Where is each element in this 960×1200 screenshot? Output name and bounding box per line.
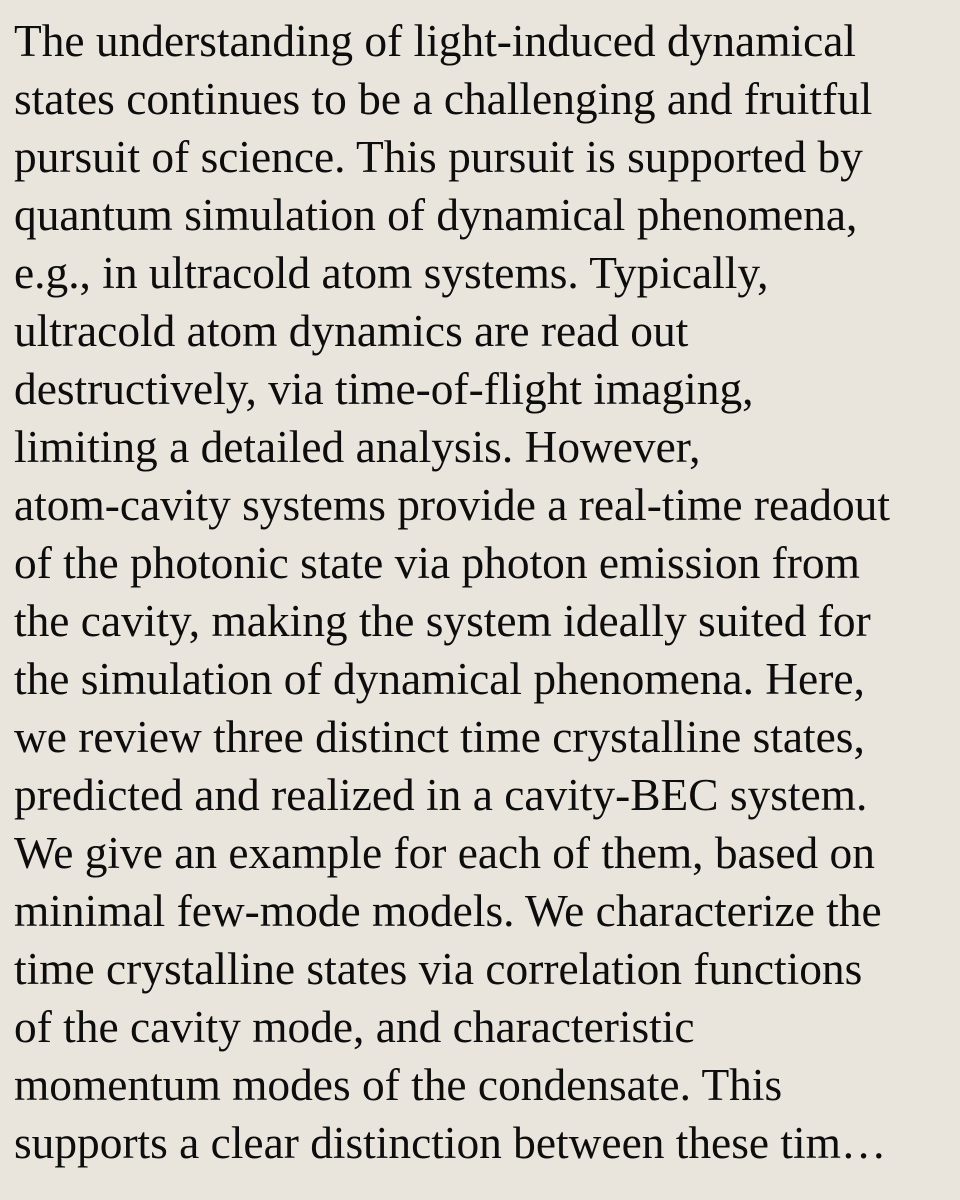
text-line: The understanding of light-induced dynamical <box>14 16 857 66</box>
text-line: limiting a detailed analysis. However, <box>14 422 701 472</box>
text-line: we review three distinct time crystalline states, <box>14 712 865 762</box>
text-line: quantum simulation of dynamical phenomena, <box>14 190 858 240</box>
text-line: states continues to be a challenging and fruitful <box>14 74 873 124</box>
text-line: ultracold atom dynamics are read out <box>14 306 689 356</box>
abstract-text <box>14 12 954 1172</box>
text-line: minimal few-mode models. We characterize the <box>14 886 882 936</box>
text-line: pursuit of science. This pursuit is supported by <box>14 132 863 182</box>
text-line: the simulation of dynamical phenomena. Here, <box>14 654 865 704</box>
text-line: atom-cavity systems provide a real-time readout <box>14 480 890 530</box>
text-line: predicted and realized in a cavity-BEC system. <box>14 770 868 820</box>
text-line: the cavity, making the system ideally suited for <box>14 596 871 646</box>
text-line: supports a clear distinction between these tim… <box>14 1118 887 1168</box>
text-line: momentum modes of the condensate. This <box>14 1060 783 1110</box>
text-line: We give an example for each of them, based on <box>14 828 875 878</box>
text-line: of the cavity mode, and characteristic <box>14 1002 695 1052</box>
text-line: time crystalline states via correlation functions <box>14 944 863 994</box>
text-line: of the photonic state via photon emission from <box>14 538 860 588</box>
text-line: destructively, via time-of-flight imaging, <box>14 364 754 414</box>
text-line: e.g., in ultracold atom systems. Typically, <box>14 248 769 298</box>
